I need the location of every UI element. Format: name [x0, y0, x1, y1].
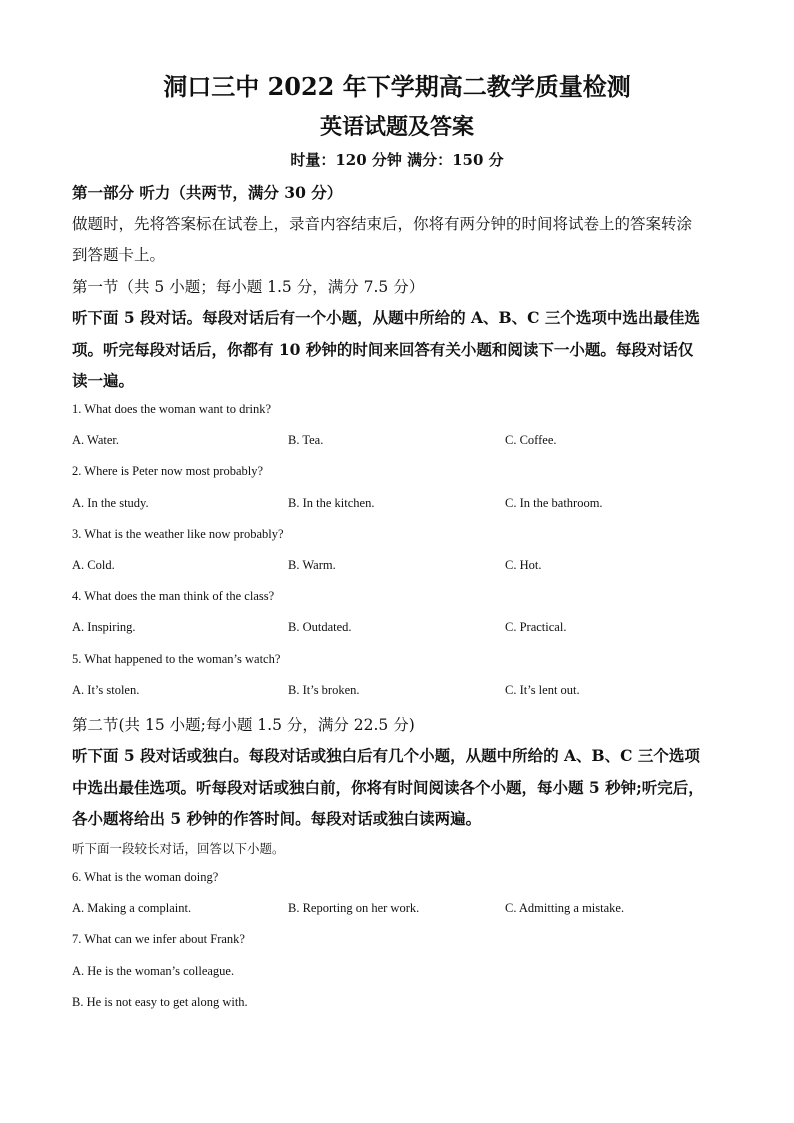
- option-b: B. It’s broken.: [288, 683, 360, 697]
- question-text: 1. What does the woman want to drink?: [72, 402, 272, 416]
- option-b: B. In the kitchen.: [288, 496, 375, 510]
- section1-instruction-line: 听下面 5 段对话。每段对话后有一个小题，从题中所给的 A、B、C 三个选项中选出最佳选: [72, 308, 700, 327]
- question-options: [72, 558, 722, 576]
- question-options: [72, 496, 722, 514]
- exam-meta: 时量：120 分钟 满分：150 分: [290, 151, 504, 169]
- option-b: B. Warm.: [288, 558, 336, 572]
- question-text: 2. Where is Peter now most probably?: [72, 464, 264, 478]
- question-text: 7. What can we infer about Frank?: [72, 932, 245, 946]
- option-c: C. Coffee.: [505, 433, 557, 447]
- question-text: 5. What happened to the woman’s watch?: [72, 652, 281, 666]
- option-a: A. He is the woman’s colleague.: [72, 964, 235, 978]
- option-b: B. He is not easy to get along with.: [72, 995, 248, 1009]
- section2-instruction-line: 中选出最佳选项。听每段对话或独白前，你将有时间阅读各个小题，每小题 5 秒钟;听完后，: [72, 778, 704, 797]
- question-options: [72, 620, 722, 638]
- option-a: A. In the study.: [72, 496, 149, 510]
- section1-instruction-line: 项。听完每段对话后，你都有 10 秒钟的时间来回答有关小题和阅读下一小题。每段对话仅: [72, 340, 694, 359]
- option-a: A. Cold.: [72, 558, 115, 572]
- option-b: B. Tea.: [288, 433, 324, 447]
- option-a: A. It’s stolen.: [72, 683, 140, 697]
- option-a: A. Water.: [72, 433, 120, 447]
- section2-heading: 第二节(共 15 小题;每小题 1.5 分，满分 22.5 分): [72, 716, 415, 734]
- question-text: 3. What is the weather like now probably?: [72, 527, 284, 541]
- option-c: C. Practical.: [505, 620, 567, 634]
- part1-intro-line: 到答题卡上。: [72, 246, 166, 264]
- question-options: [72, 433, 722, 451]
- option-b: B. Outdated.: [288, 620, 352, 634]
- section2-instruction-line: 听下面 5 段对话或独白。每段对话或独白后有几个小题，从题中所给的 A、B、C 三个选项: [72, 746, 700, 765]
- part1-intro-line: 做题时，先将答案标在试卷上，录音内容结束后，你将有两分钟的时间将试卷上的答案转涂: [72, 215, 693, 233]
- section1-instruction-line: 读一遍。: [72, 371, 135, 390]
- option-c: C. Admitting a mistake.: [505, 901, 625, 915]
- section2-prompt: 听下面一段较长对话，回答以下小题。: [72, 841, 285, 856]
- part1-heading: 第一部分 听力（共两节，满分 30 分）: [72, 183, 343, 202]
- page-title: 洞口三中 2022 年下学期高二教学质量检测: [163, 72, 631, 101]
- question-options: [72, 683, 722, 701]
- option-c: C. It’s lent out.: [505, 683, 580, 697]
- page-subtitle: 英语试题及答案: [319, 114, 474, 140]
- option-a: A. Inspiring.: [72, 620, 136, 634]
- section1-heading: 第一节（共 5 小题；每小题 1.5 分，满分 7.5 分）: [72, 278, 425, 296]
- question-options: [72, 901, 722, 919]
- option-b: B. Reporting on her work.: [288, 901, 420, 915]
- question-text: 6. What is the woman doing?: [72, 870, 219, 884]
- option-c: C. In the bathroom.: [505, 496, 603, 510]
- option-c: C. Hot.: [505, 558, 542, 572]
- option-a: A. Making a complaint.: [72, 901, 192, 915]
- section2-instruction-line: 各小题将给出 5 秒钟的作答时间。每段对话或独白读两遍。: [72, 809, 482, 828]
- question-text: 4. What does the man think of the class?: [72, 589, 275, 603]
